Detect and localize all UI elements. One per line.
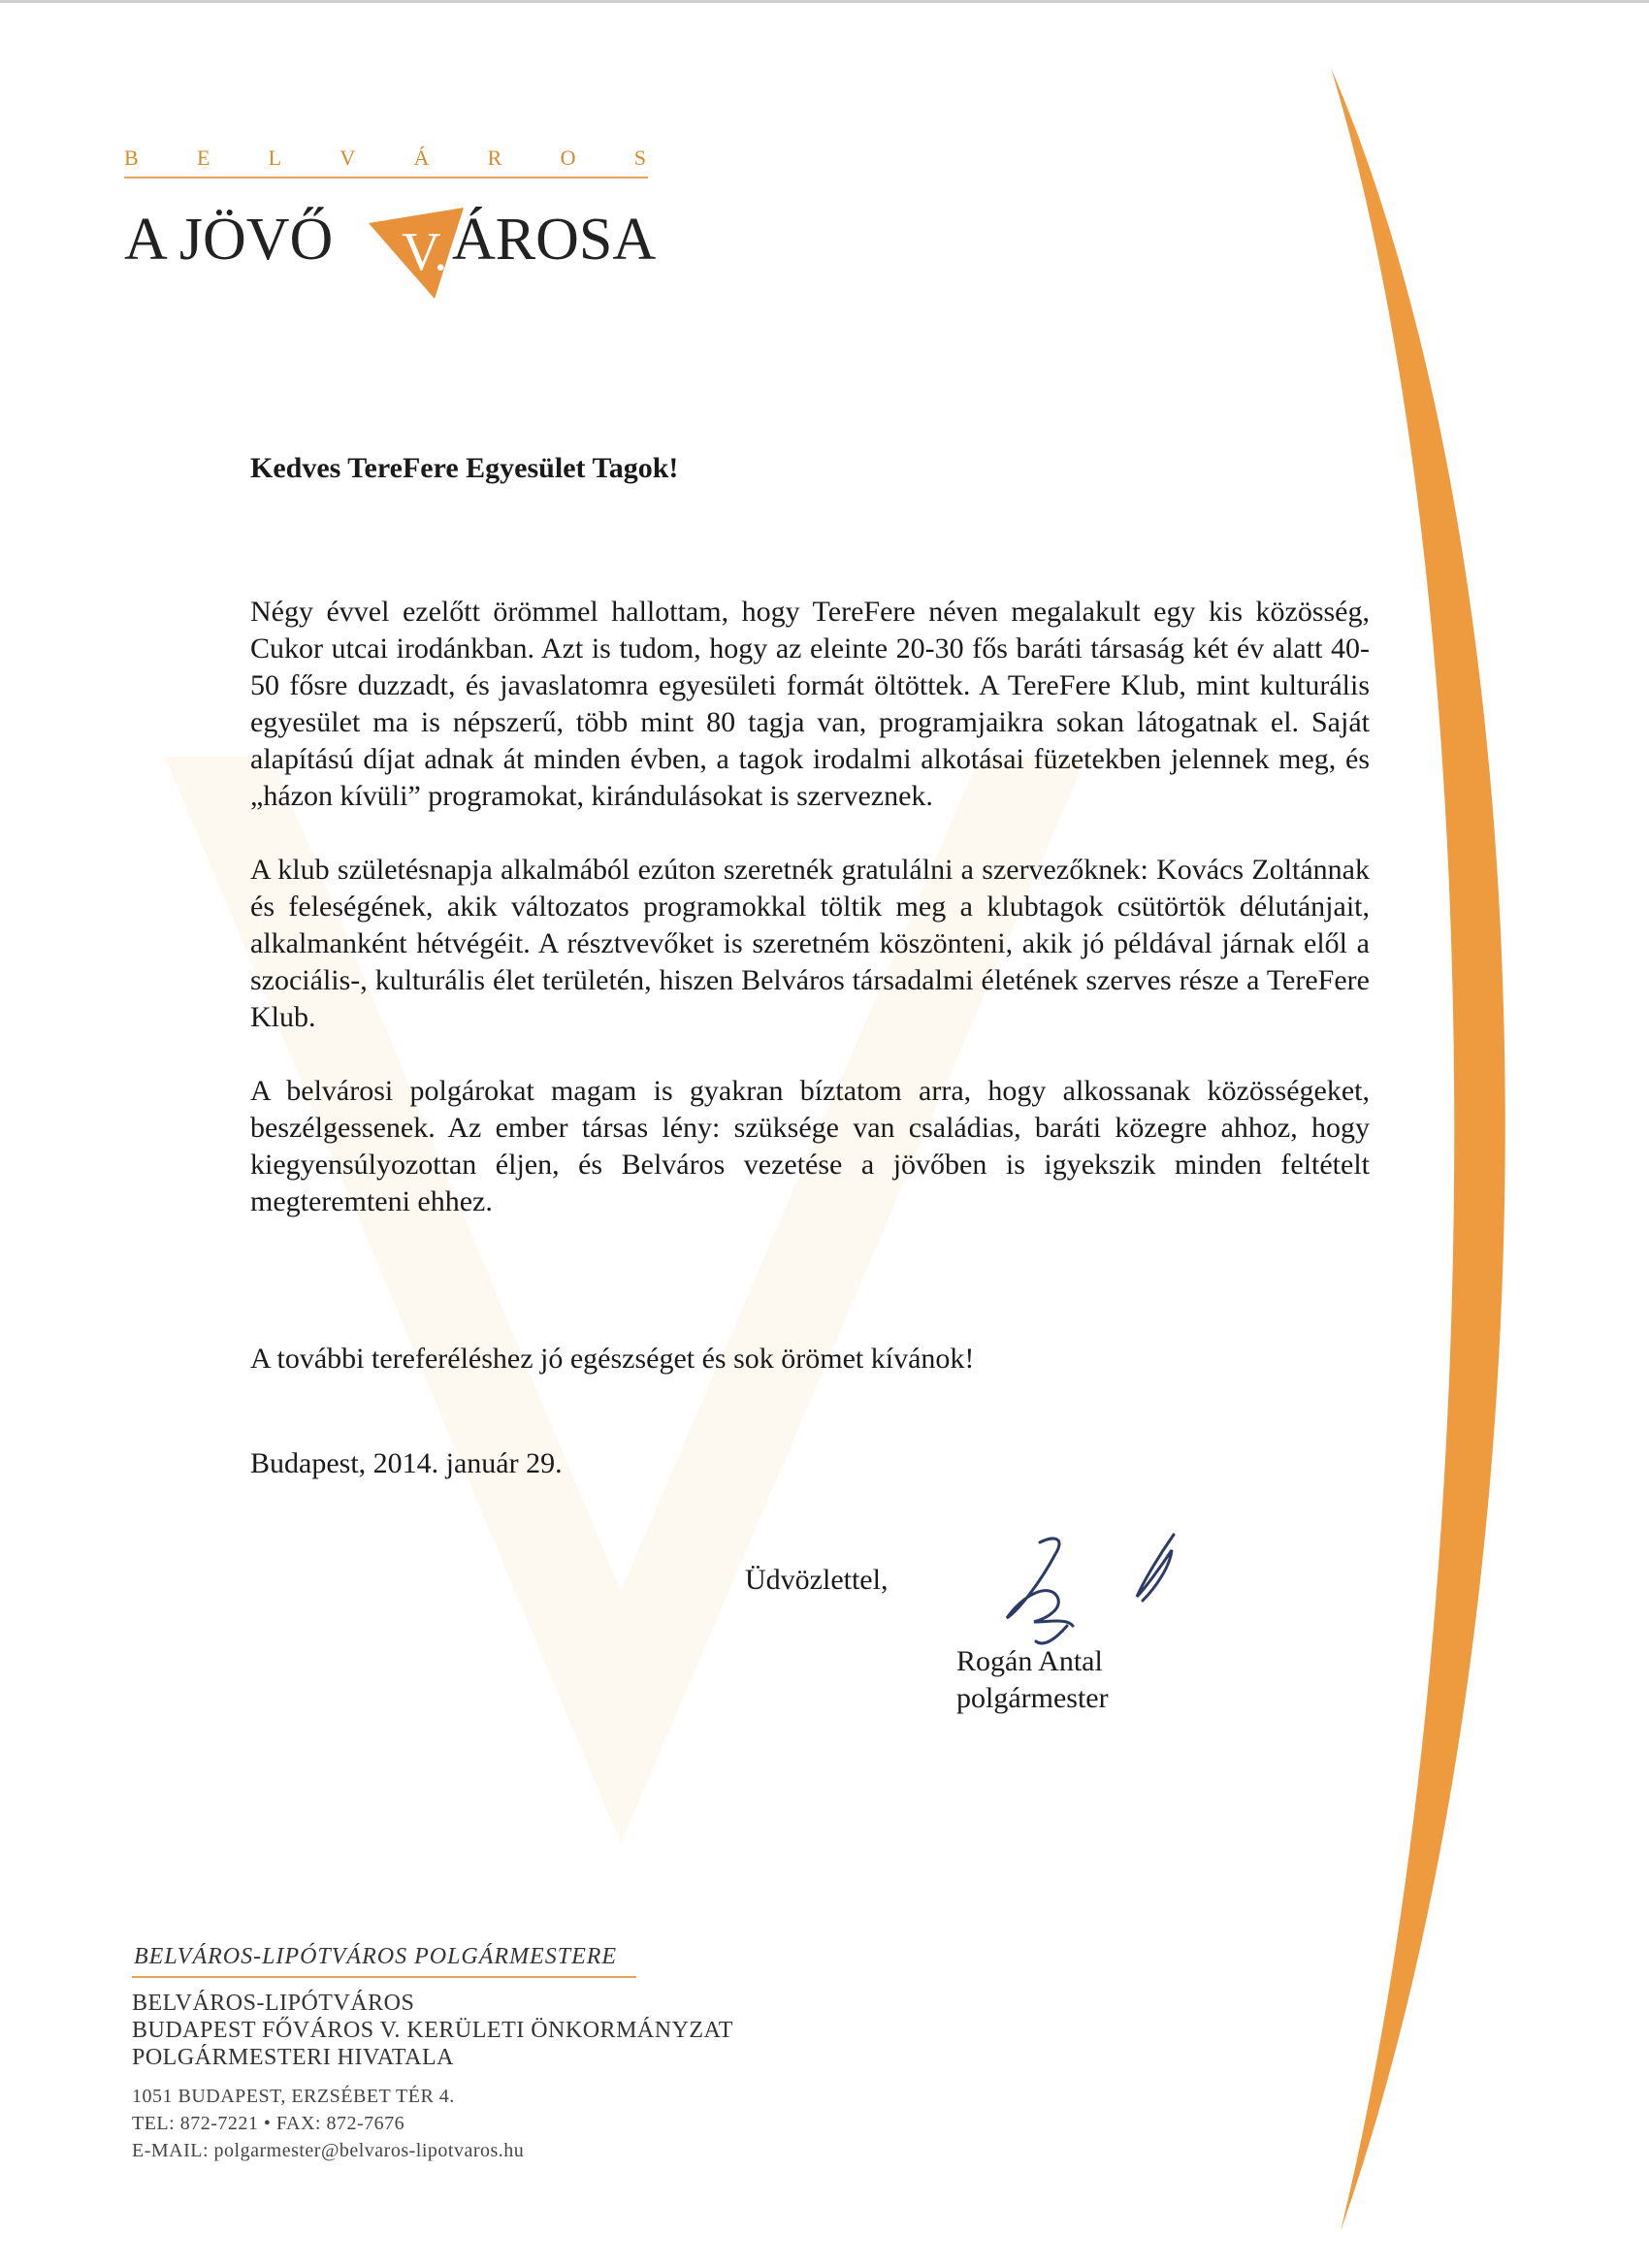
logo-rule	[124, 177, 648, 178]
logo-letter: L	[268, 146, 284, 170]
letter-body	[250, 594, 1370, 1257]
logo-letter: S	[633, 146, 648, 170]
logo-text-arosa: ÁROSA	[452, 207, 657, 273]
logo-letter: R	[487, 146, 504, 170]
letterhead-footer	[132, 1944, 811, 2164]
logo	[124, 146, 667, 340]
closing-line: A további tereferéléshez jó egészséget és sok örömet kívánok!	[250, 1343, 975, 1375]
footer-phone: TEL: 872-7221 • FAX: 872-7676	[132, 2113, 405, 2134]
footer-office-line: POLGÁRMESTERI HIVATALA	[132, 2045, 454, 2070]
logo-wordmark	[124, 196, 667, 283]
logo-text-a-jovo: A JÖVŐ	[124, 207, 334, 273]
logo-letter: V	[340, 146, 358, 170]
logo-letter: B	[124, 146, 141, 170]
salutation: Kedves TereFere Egyesület Tagok!	[250, 452, 679, 484]
signer-name: Rogán Antal	[956, 1645, 1103, 1677]
greeting: Üdvözlettel,	[745, 1564, 889, 1596]
logo-letter: Á	[413, 146, 432, 170]
footer-office-line: BUDAPEST FŐVÁROS V. KERÜLETI ÖNKORMÁNYZAT	[132, 2018, 733, 2043]
footer-heading: BELVÁROS-LIPÓTVÁROS POLGÁRMESTERE	[134, 1944, 618, 1969]
logo-letter: O	[560, 146, 578, 170]
footer-address: 1051 BUDAPEST, ERZSÉBET TÉR 4.	[132, 2086, 455, 2107]
logo-v-badge-text: V.	[402, 222, 448, 282]
logo-v-badge-icon	[363, 202, 466, 303]
footer-email: E-MAIL: polgarmester@belvaros-lipotvaros.hu	[132, 2140, 525, 2161]
logo-letter: E	[196, 146, 212, 170]
body-paragraph: A klub születésnapja alkalmából ezúton szeretnék gratulálni a szervezőknek: Kovács Zoltánnak és feleségének, akik változatos programokkal töltik meg a klubtagok csütörtök délutánjait, alkalmanként hétvégéit. A résztvevőket is szeretném köszönteni, akik jó példával járnak elől a szociális-, kulturális élet területén, hiszen Belváros társadalmi életének szerves része a TereFere Klub.	[250, 854, 1370, 1033]
footer-office-line: BELVÁROS-LIPÓTVÁROS	[132, 1991, 415, 2016]
body-paragraph: Négy évvel ezelőtt örömmel hallottam, hogy TereFere néven megalakult egy kis közösség, Cukor utcai irodánkban. Azt is tudom, hogy az eleinte 20-30 fős baráti társaság két év alatt 40-50 fősre duzzadt, és javaslatomra egyesületi formát öltöttek. A TereFere Klub, mint kulturális egyesület ma is népszerű, több mint 80 tagja van, programjaikra sokan látogatnak el. Saját alapítású díjat adnak át minden évben, a tagok irodalmi alkotásai füzetekben jelennek meg, és „házon kívüli” programokat, kirándulásokat is szerveznek.	[250, 596, 1370, 812]
footer-rule	[132, 1976, 636, 1978]
signer-title: polgármester	[956, 1682, 1109, 1714]
body-paragraph: A belvárosi polgárokat magam is gyakran bíztatom arra, hogy alkossanak közösségeket, beszélgessenek. Az ember társas lény: szüksége van családias, baráti közegre ahhoz, hogy kiegyensúlyozottan éljen, és Belváros vezetése a jövőben is igyekszik minden feltételt megteremteni ehhez.	[250, 1075, 1370, 1217]
letter-date: Budapest, 2014. január 29.	[250, 1447, 563, 1479]
logo-top-letters	[124, 146, 648, 171]
